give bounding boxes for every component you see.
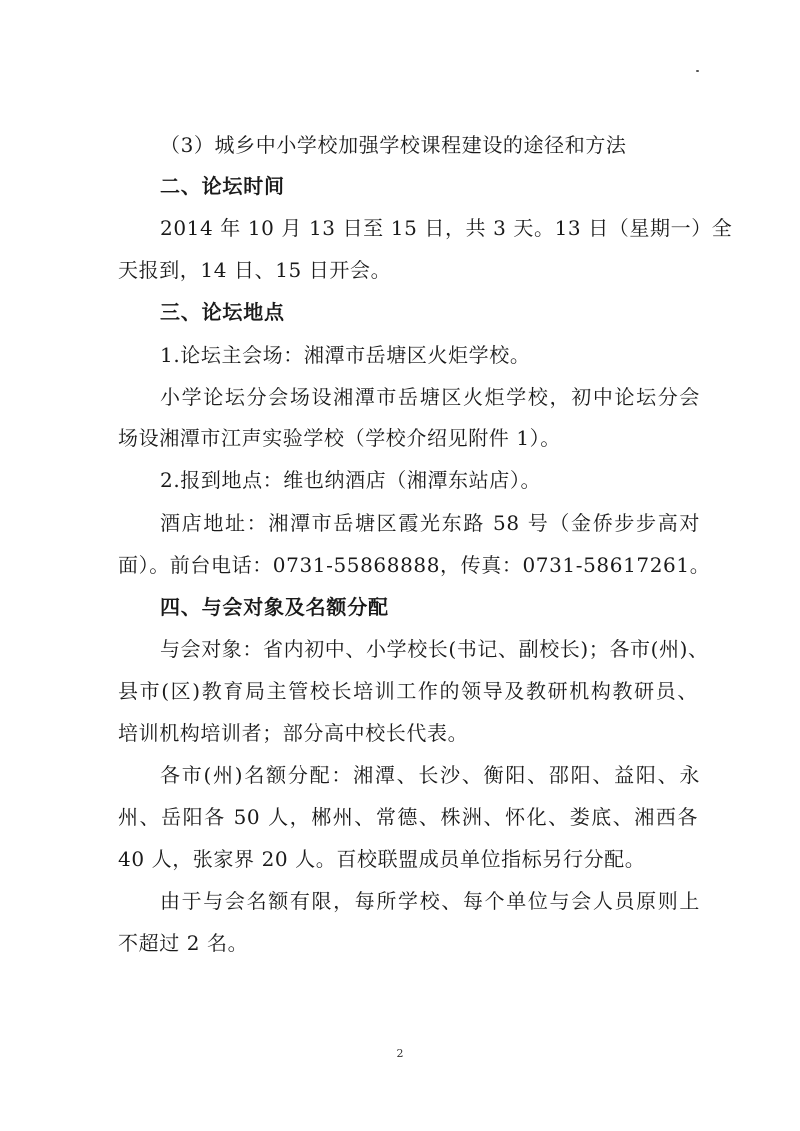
list-item-3: （3）城乡中小学校加强学校课程建设的途径和方法 (160, 133, 627, 157)
paragraph-line: 天报到，14 日、15 日开会。 (118, 258, 392, 282)
paragraph-line: 1.论坛主会场：湘潭市岳塘区火炬学校。 (160, 343, 531, 367)
paragraph-line: 酒店地址：湘潭市岳塘区霞光东路 58 号（金侨步步高对 (160, 511, 700, 535)
paragraph-line: 2014 年 10 月 13 日至 15 日，共 3 天。13 日（星期一）全 (160, 216, 733, 240)
paragraph-line: 州、岳阳各 50 人，郴州、常德、株洲、怀化、娄底、湘西各 (118, 805, 698, 829)
paragraph-line: 40 人，张家界 20 人。百校联盟成员单位指标另行分配。 (118, 847, 646, 871)
section-heading-attendees: 四、与会对象及名额分配 (160, 595, 389, 619)
paragraph-line: 培训机构培训者；部分高中校长代表。 (118, 721, 469, 745)
paragraph-line: 与会对象：省内初中、小学校长(书记、副校长)；各市(州)、 (160, 637, 709, 661)
paragraph-line: 面）。前台电话：0731-55868888，传真：0731-58617261。 (118, 553, 711, 577)
paragraph-line: 由于与会名额有限，每所学校、每个单位与会人员原则上 (160, 889, 700, 913)
paragraph-line: 不超过 2 名。 (118, 931, 249, 955)
section-heading-time: 二、论坛时间 (160, 174, 285, 198)
section-heading-venue: 三、论坛地点 (160, 300, 285, 324)
paragraph-line: 场设湘潭市江声实验学校（学校介绍见附件 1）。 (118, 426, 561, 450)
paragraph-line: 各市(州)名额分配：湘潭、长沙、衡阳、邵阳、益阳、永 (160, 763, 700, 787)
paragraph-line: 小学论坛分会场设湘潭市岳塘区火炬学校，初中论坛分会 (160, 385, 700, 409)
paragraph-line: 2.报到地点：维也纳酒店（湘潭东站店）。 (160, 468, 542, 492)
page-number: 2 (396, 1047, 404, 1060)
paragraph-line: 县市(区)教育局主管校长培训工作的领导及教研机构教研员、 (118, 679, 698, 703)
scan-speck (696, 70, 699, 72)
